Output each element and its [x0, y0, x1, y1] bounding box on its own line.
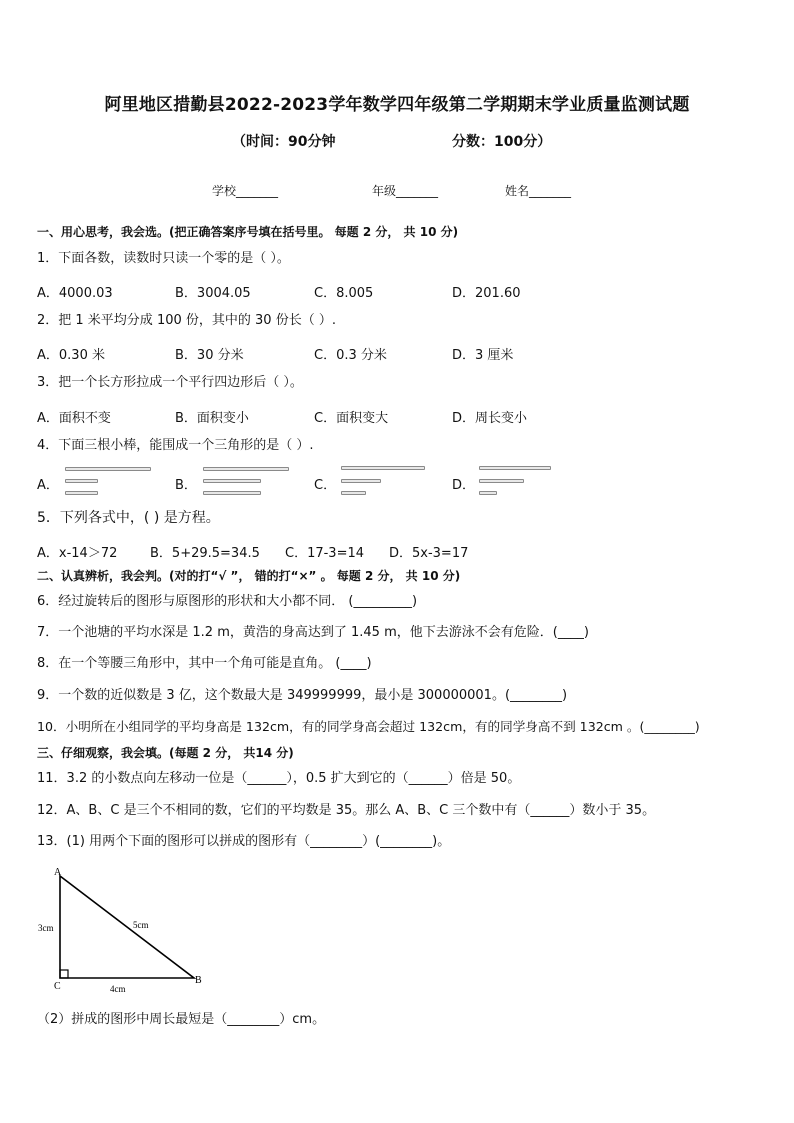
- q4-d-stick-1: [479, 466, 551, 470]
- side-cb-label: 4cm: [110, 984, 126, 994]
- exam-time: （时间：90分钟: [232, 134, 336, 150]
- side-ac-label: 3cm: [38, 923, 54, 933]
- q4-b-stick-1: [203, 467, 289, 471]
- question-4: 4．下面三根小棒，能围成一个三角形的是（ ）.: [37, 438, 314, 453]
- vertex-b-label: B: [195, 975, 202, 986]
- exam-score: 分数：100分）: [452, 134, 552, 150]
- q4-option-d: D．: [452, 478, 476, 493]
- q4-c-stick-1: [341, 466, 425, 470]
- q2-option-d: D．3 厘米: [452, 348, 514, 363]
- q4-b-stick-3: [203, 491, 261, 495]
- side-ab-label: 5cm: [133, 920, 149, 930]
- q4-d-stick-2: [479, 479, 524, 483]
- section-3-title: 三、仔细观察，我会填。(每题 2 分， 共14 分): [37, 746, 294, 760]
- question-3: 3．把一个长方形拉成一个平行四边形后（ ）。: [37, 375, 303, 390]
- q4-a-stick-2: [65, 479, 98, 483]
- question-12: 12．A、B、C 是三个不相同的数，它们的平均数是 35。那么 A、B、C 三个数中有（______）数小于 35。: [37, 803, 656, 818]
- vertex-c-label: C: [54, 981, 61, 992]
- q5-option-b: B．5+29.5=34.5: [150, 546, 260, 561]
- q2-option-b: B．30 分米: [175, 348, 244, 363]
- q2-option-a: A．0.30 米: [37, 348, 105, 363]
- name-field: 姓名_______: [505, 184, 572, 198]
- q5-option-d: D．5x-3=17: [389, 546, 469, 561]
- triangle-shape: [60, 876, 194, 978]
- question-9: 9．一个数的近似数是 3 亿，这个数最大是 349999999，最小是 300000001。(________): [37, 688, 568, 703]
- question-11: 11．3.2 的小数点向左移动一位是（______），0.5 扩大到它的（______）倍是 50。: [37, 771, 521, 786]
- question-5: 5．下列各式中，( ) 是方程。: [37, 510, 220, 526]
- school-field: 学校_______: [212, 184, 279, 198]
- q3-option-b: B．面积变小: [175, 411, 249, 426]
- right-angle-mark: [60, 970, 68, 978]
- q4-a-stick-3: [65, 491, 98, 495]
- question-10: 10．小明所在小组同学的平均身高是 132cm，有的同学身高会超过 132cm，有的同学身高不到 132cm 。(________): [37, 719, 700, 734]
- q2-option-c: C．0.3 分米: [314, 348, 387, 363]
- q1-option-d: D．201.60: [452, 286, 521, 301]
- q4-option-a: A．: [37, 478, 59, 493]
- q1-option-b: B．3004.05: [175, 286, 251, 301]
- q4-option-b: B．: [175, 478, 197, 493]
- page-title: 阿里地区措勤县2022-2023学年数学四年级第二学期期末学业质量监测试题: [104, 95, 690, 115]
- q5-option-c: C．17-3=14: [285, 546, 365, 561]
- question-13: 13．(1) 用两个下面的图形可以拼成的图形有（________）(________)。: [37, 834, 451, 849]
- right-triangle-figure: [30, 862, 220, 997]
- question-7: 7．一个池塘的平均水深是 1.2 m，黄浩的身高达到了 1.45 m，他下去游泳不会有危险．(____): [37, 625, 589, 640]
- question-6: 6．经过旋转后的图形与原图形的形状和大小都不同． (_________): [37, 594, 418, 609]
- vertex-a-label: A: [54, 867, 62, 878]
- q4-a-stick-1: [65, 467, 151, 471]
- q1-option-a: A．4000.03: [37, 286, 113, 301]
- q4-d-stick-3: [479, 491, 497, 495]
- grade-field: 年级_______: [372, 184, 439, 198]
- q4-c-stick-3: [341, 491, 366, 495]
- question-13-part-2: （2）拼成的图形中周长最短是（________）cm。: [37, 1012, 326, 1027]
- q1-option-c: C．8.005: [314, 286, 374, 301]
- q5-option-a: A．x-14＞72: [37, 546, 118, 561]
- q3-option-a: A．面积不变: [37, 411, 111, 426]
- section-1-title: 一、用心思考，我会选。(把正确答案序号填在括号里。 每题 2 分， 共 10 分): [37, 225, 459, 239]
- question-2: 2．把 1 米平均分成 100 份，其中的 30 份长（ ）.: [37, 313, 336, 328]
- question-1: 1．下面各数，读数时只读一个零的是（ ）。: [37, 251, 290, 266]
- q3-option-c: C．面积变大: [314, 411, 389, 426]
- q3-option-d: D．周长变小: [452, 411, 528, 426]
- q4-b-stick-2: [203, 479, 261, 483]
- question-8: 8．在一个等腰三角形中，其中一个角可能是直角。 (____): [37, 656, 372, 671]
- q4-option-c: C．: [314, 478, 337, 493]
- q4-c-stick-2: [341, 479, 381, 483]
- section-2-title: 二、认真辨析，我会判。(对的打“√ ”， 错的打“×” 。 每题 2 分， 共 10 分): [37, 569, 461, 583]
